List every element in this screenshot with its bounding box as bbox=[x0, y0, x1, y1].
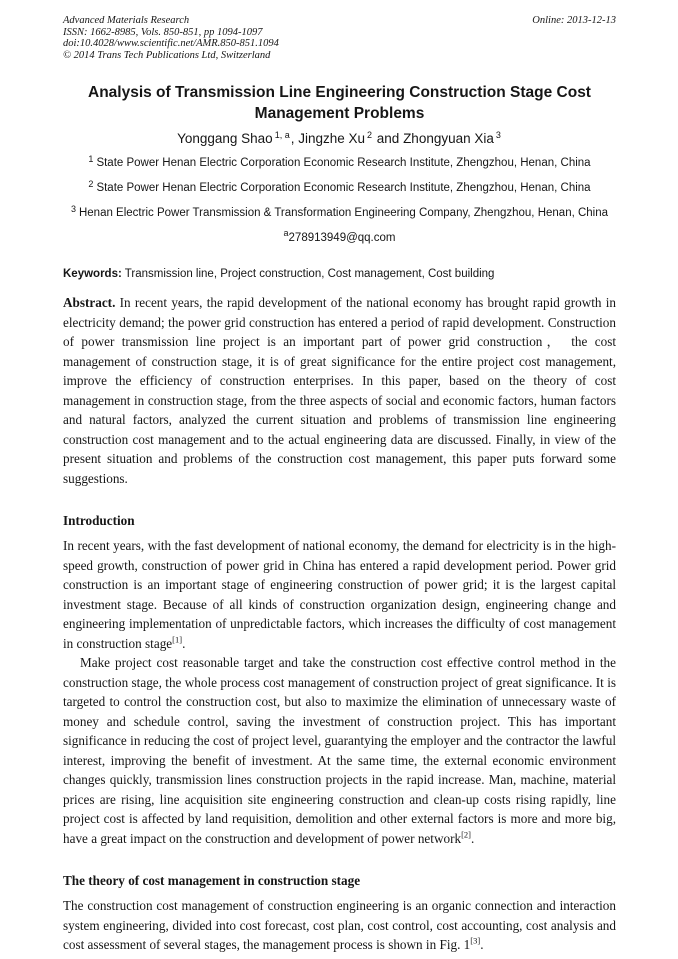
email-address: 278913949@qq.com bbox=[288, 232, 396, 245]
affiliation bbox=[63, 205, 616, 221]
citation-ref: [1] bbox=[172, 634, 183, 645]
paragraph-text: The construction cost management of construction engineering is an organic connection and interaction system engineering, divided into cost forecast, cost plan, cost control, cost accounting, cost analysis and cost assessment of several stages, the management process is shown in Fig. 1 bbox=[63, 898, 616, 953]
doi-line: doi:10.4028/www.scientific.net/AMR.850-851.1094 bbox=[63, 38, 279, 50]
author-separator: and bbox=[373, 131, 404, 147]
affiliation-superscript: 2 bbox=[88, 178, 94, 189]
abstract-label: Abstract. bbox=[63, 295, 116, 311]
keywords-text: Transmission line, Project construction, Cost management, Cost building bbox=[121, 268, 495, 281]
author-line bbox=[63, 131, 616, 146]
author-name: Jingzhe Xu bbox=[298, 131, 366, 147]
paragraph-text: Make project cost reasonable target and take the construction cost effective control method in the construction stage, the whole process cost management of construction project of great significance. It is targeted to control the construction cost, but also to maximize the elimination of unnecessary waste of money and schedule control, saving the investment of construction project. This has important significance in reducing the cost of project level, guarantying the employer and the contractor the lawful interest, improving the benefit of investment. At the same time, the external economic environment changes quickly, transmission lines construction projects in the rapid increase. Man, machine, material prices are rising, line acquisition site engineering construction and clean-up costs rising rapidly, line project cost is affected by land requisition, demolition and other external factors is more and more big, have a great impact on the construction and development of power network bbox=[63, 655, 616, 846]
affiliation-superscript: 1 bbox=[88, 153, 94, 164]
paragraph-text: In recent years, with the fast development of national economy, the demand for electricity is in the high-speed growth, construction of power grid in China has entered a rapid development period. Power grid construction is an important stage of engineering construction of power grid; it is the largest capital investment stage. Because of all kinds of construction organization design, engineering change and engineering implementation of unpredictable factors, which increases the difficulty of cost management in construction stage bbox=[63, 538, 616, 651]
paragraph-tail: . bbox=[182, 635, 186, 651]
abstract-text: In recent years, the rapid development of the national economy has brought rapid growth in electricity demand; the power grid construction has entered a period of rapid development. Construction of power transmission line project is an important part of power grid construction， the cost management of construction stage, it is of great significance for the entire project cost management, improve the efficiency of construction enterprises. In this paper, based on the theory of cost management in construction stage, from the three aspects of social and economic factors, human factors and natural factors, analyzed the current situation and problems of transmission line engineering construction cost management and to the actual engineering data are discussed. Finally, in view of the present situation and problems of the construction cost management, this paper puts forward some suggestions. bbox=[63, 295, 616, 486]
affiliation-text: State Power Henan Electric Corporation Economic Research Institute, Zhengzhou, Henan, China bbox=[96, 182, 591, 195]
theory-paragraph bbox=[63, 896, 616, 955]
citation-ref: [2] bbox=[461, 829, 471, 840]
section-heading-theory: The theory of cost management in construction stage bbox=[63, 873, 361, 889]
email-superscript: a bbox=[283, 228, 289, 239]
affiliation bbox=[63, 180, 616, 196]
journal-masthead bbox=[63, 15, 616, 61]
email-line bbox=[63, 228, 616, 245]
affiliation-text: Henan Electric Power Transmission & Transformation Engineering Company, Zhengzhou, Henan, China bbox=[78, 207, 609, 220]
issn-line: ISSN: 1662-8985, Vols. 850-851, pp 1094-1097 bbox=[63, 26, 263, 38]
paper-title: Analysis of Transmission Line Engineering Construction Stage Cost Management Problems bbox=[88, 84, 591, 123]
paragraph-tail: . bbox=[470, 830, 475, 846]
keywords-label: Keywords: bbox=[63, 268, 122, 281]
affiliation-superscript: 3 bbox=[70, 203, 76, 214]
affiliation-text: State Power Henan Electric Corporation Economic Research Institute, Zhengzhou, Henan, China bbox=[96, 157, 591, 170]
online-date: Online: 2013-12-13 bbox=[532, 15, 616, 26]
introduction-paragraph-1 bbox=[63, 536, 616, 653]
journal-name: Advanced Materials Research bbox=[63, 15, 190, 26]
author-superscript: 1, a bbox=[274, 129, 290, 140]
author-superscript: 3 bbox=[495, 129, 501, 140]
citation-ref: [3] bbox=[470, 935, 481, 946]
affiliation bbox=[63, 155, 616, 171]
abstract-paragraph bbox=[63, 293, 616, 488]
author-separator: , bbox=[290, 131, 299, 147]
copyright-line: © 2014 Trans Tech Publications Ltd, Switzerland bbox=[63, 49, 271, 61]
section-heading-introduction: Introduction bbox=[63, 513, 135, 529]
masthead-left-block bbox=[63, 15, 279, 61]
author-superscript: 2 bbox=[367, 129, 373, 140]
author-name: Yonggang Shao bbox=[177, 131, 273, 147]
paragraph-tail: . bbox=[480, 937, 484, 953]
introduction-paragraph-2 bbox=[63, 653, 616, 848]
author-name: Zhongyuan Xia bbox=[403, 131, 494, 147]
keywords-line bbox=[63, 268, 616, 280]
